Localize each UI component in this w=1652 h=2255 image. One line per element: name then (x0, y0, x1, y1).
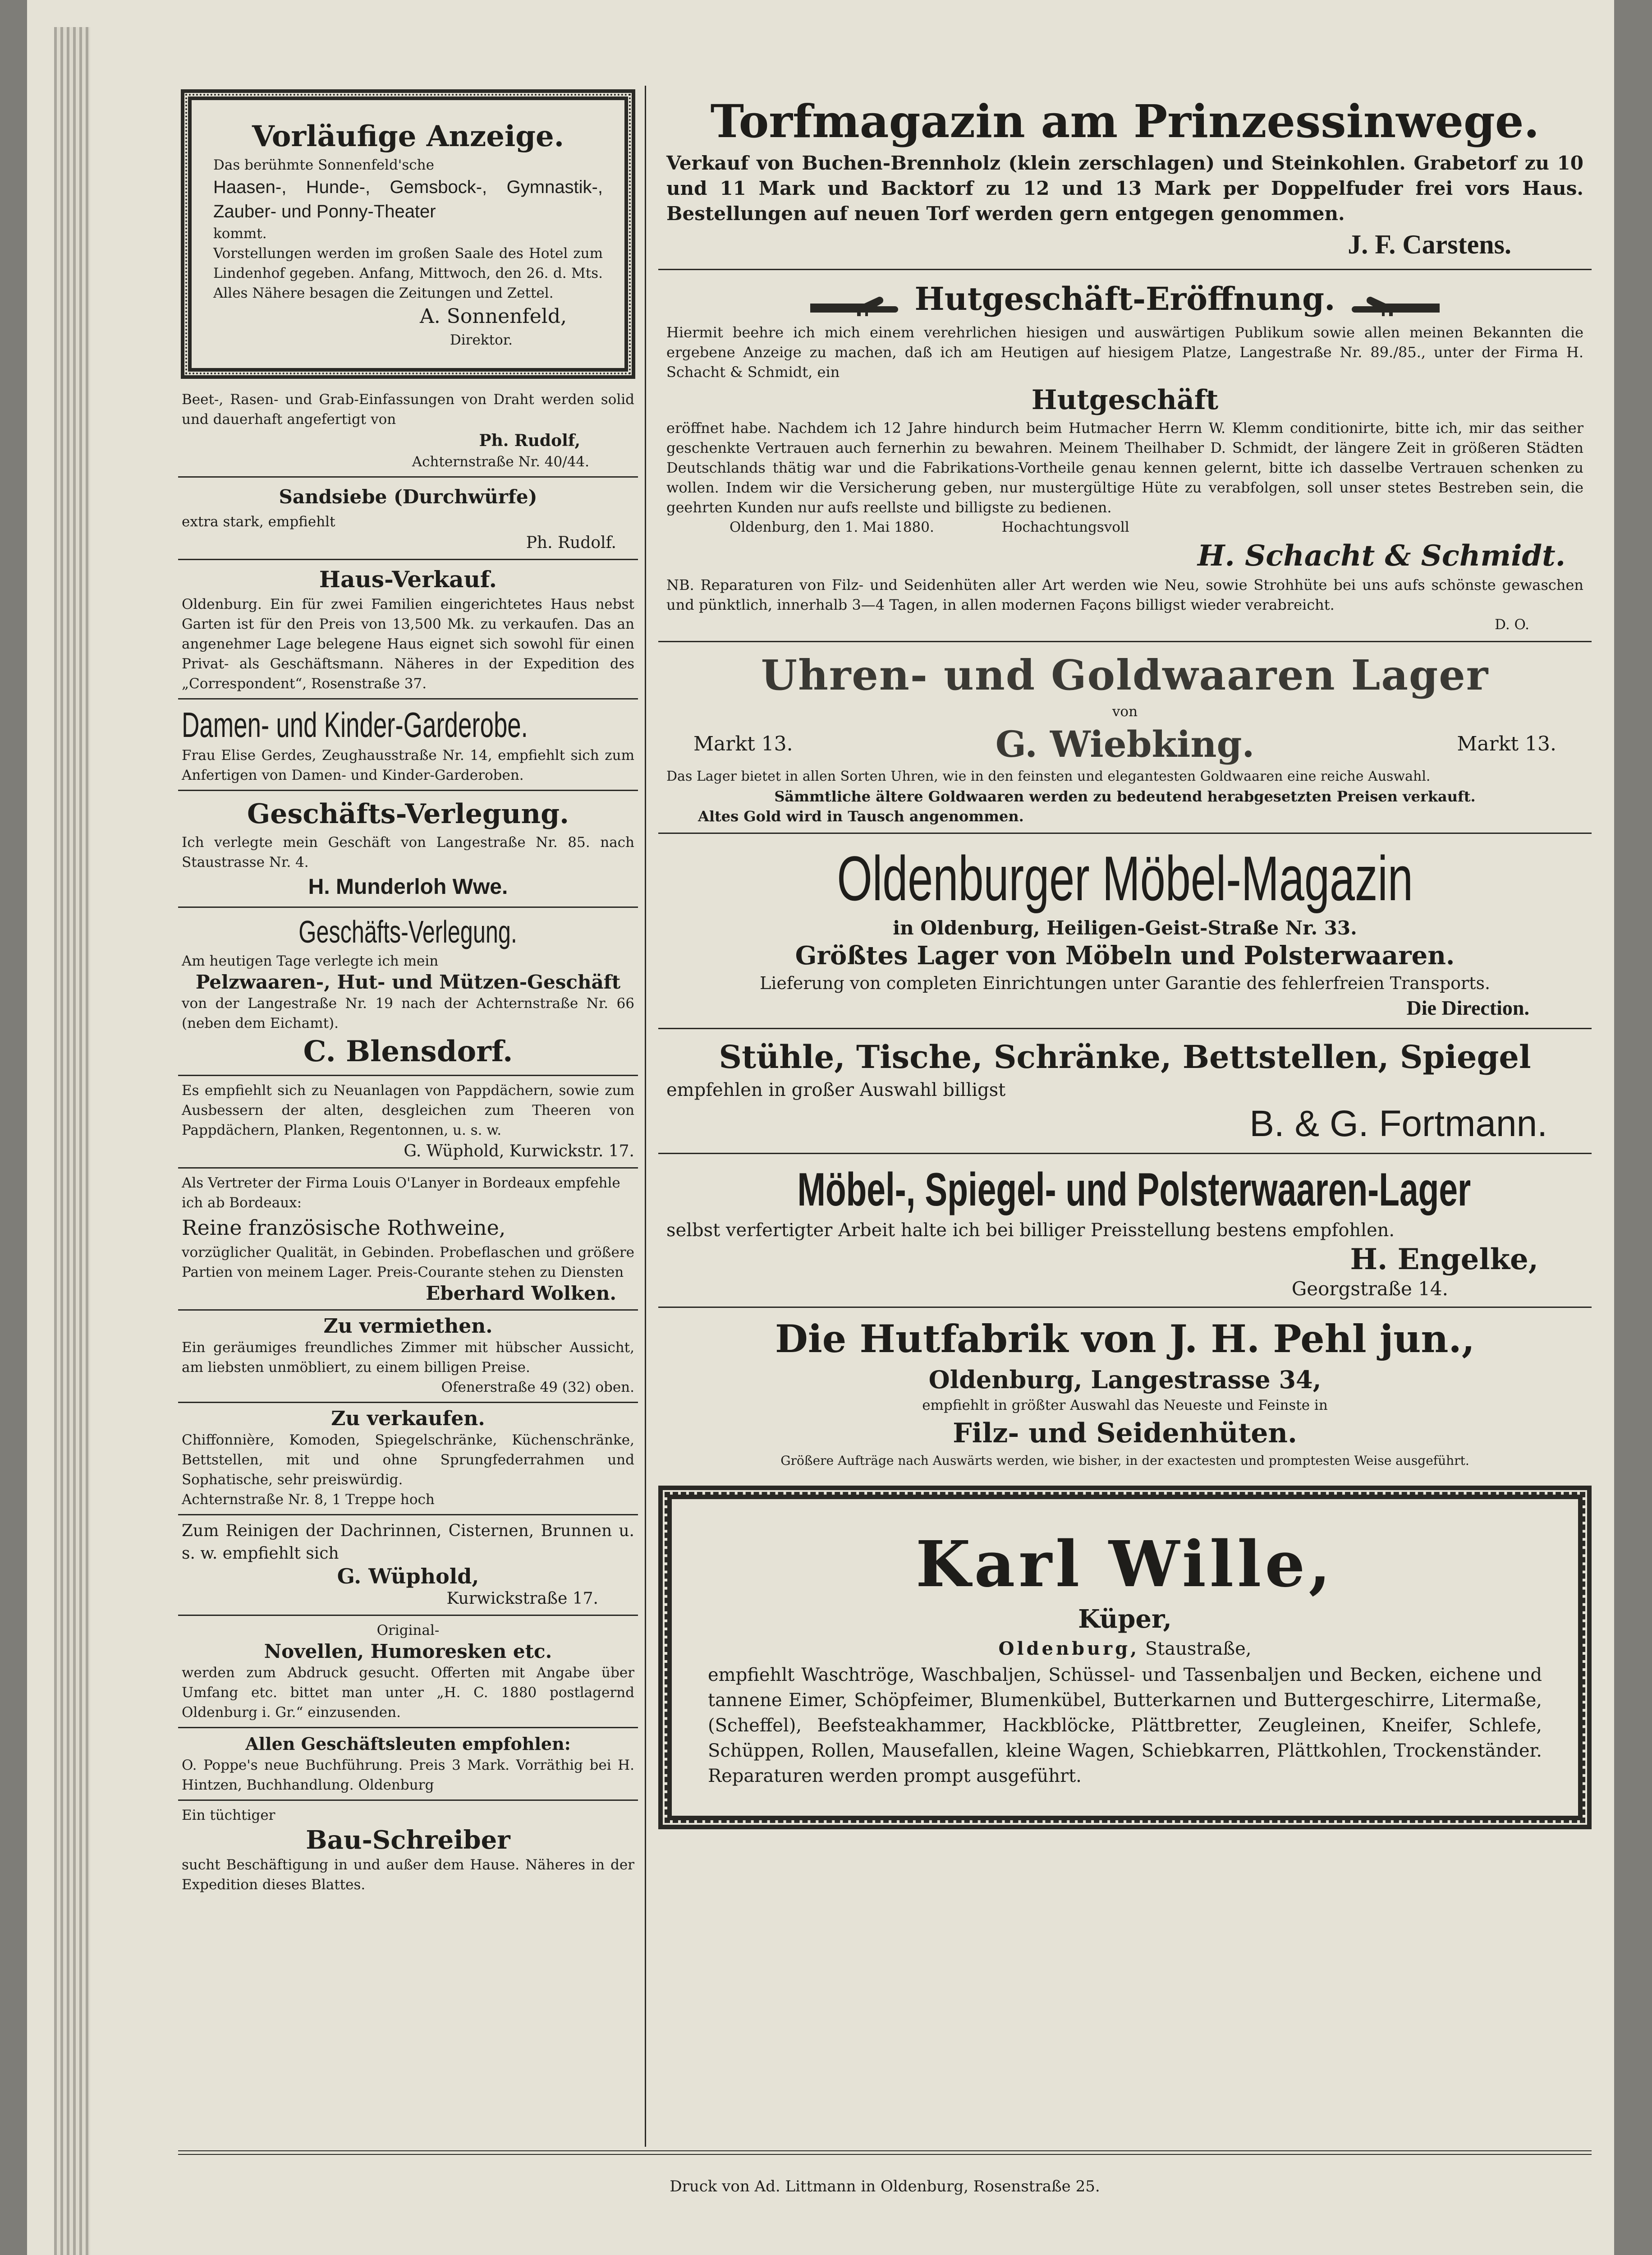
ad-body: extra stark, empfiehlt (182, 514, 335, 530)
ad-line: empfiehlt in größter Auswahl das Neueste und Feinste in (922, 1397, 1328, 1413)
ad-title: Hutgeschäft-Eröffnung. (914, 280, 1335, 318)
ad-gerdes (178, 700, 638, 791)
ad-line: Haasen-, Hunde-, Gemsbock-, Gymnastik-, Zauber- und Ponny-Theater (213, 177, 603, 221)
ad-carstens (658, 86, 1592, 270)
ad-title: Bau-Schreiber (306, 1825, 510, 1855)
ad-line: Altes Gold wird in Tausch angenommen. (698, 807, 1024, 825)
ad-body: werden zum Abdruck gesucht. Offerten mit Angabe über Umfang etc. bittet man unter „H. C. 1880 postlagernd Oldenburg i. Gr.“ einzusenden. (182, 1665, 634, 1721)
ad-line: Das berühmte Sonnenfeld'sche (213, 157, 434, 173)
ad-body: von der Langestraße Nr. 19 nach der Achternstraße Nr. 66 (neben dem Eichamt). (182, 995, 634, 1031)
ad-line: Größtes Lager von Möbeln und Polsterwaaren. (795, 940, 1455, 971)
ad-verkaufen (178, 1403, 638, 1515)
ad-wiebking-row (666, 722, 1583, 767)
ad-line: Lieferung von completen Einrichtungen unter Garantie des fehlerfreien Transports. (759, 973, 1491, 993)
ad-rudolf-draht (178, 385, 638, 478)
ad-pehl (658, 1308, 1592, 1477)
ad-title: Sandsiebe (Durchwürfe) (279, 486, 537, 508)
ad-body: eröffnet habe. Nachdem ich 12 Jahre hindurch beim Hutmacher Herrn W. Klemm conditionirte, bitte ich, mir das seither geschenkte Vertrauen auch fernerhin zu bewahren. Meinem Theilhaber D. Schmidt, der längere Zeit in größeren Städten Deutschlands thätig war und die Fabrikations-Vortheile genau kennen gelernt, bitte ich dasselbe Vertrauen schenken zu wollen. Indem wir die Versicherung geben, nur mustergültige Hüte zu verabfolgen, soll unser stetes Bestreben sein, die geehrten Kunden nur aufs reellste und billigste zu bedienen. (666, 419, 1583, 516)
ad-line: Als Vertreter der Firma Louis O'Lanyer in Bordeaux empfehle ich ab Bordeaux: (182, 1175, 620, 1211)
ad-line: Sämmtliche ältere Goldwaaren werden zu bedeutend herabgesetzten Preisen verkauft. (774, 787, 1476, 805)
binding-edge (54, 27, 90, 2255)
left-column (178, 86, 638, 1899)
ad-street: Staustraße, (1145, 1638, 1252, 1659)
ad-title-text: Damen- und Kinder-Garderobe. (182, 705, 528, 745)
pointing-hand-left-icon (1351, 294, 1441, 322)
ad-line: Das Lager bietet in allen Sorten Uhren, wie in den feinsten und elegantesten Goldwaaren eine reiche Auswahl. (666, 768, 1431, 784)
ad-line: Original- (376, 1622, 440, 1638)
ad-body: sucht Beschäftigung in und außer dem Hause. Näheres in der Expedition dieses Blattes. (182, 1857, 634, 1893)
ad-line: Filz- und Seidenhüten. (953, 1417, 1297, 1449)
ad-body: O. Poppe's neue Buchführung. Preis 3 Mark. Vorräthig bei H. Hintzen, Buchhandlung. Oldenburg (182, 1757, 634, 1793)
ad-signature: Ph. Rudolf. (526, 534, 616, 552)
ad-line: Am heutigen Tage verlegte ich mein (182, 953, 439, 969)
right-column (658, 86, 1592, 1834)
ad-title: Karl Wille, (915, 1527, 1335, 1602)
ad-body: Beet-, Rasen- und Grab-Einfassungen von Draht werden solid und dauerhaft angefertigt von (182, 391, 634, 428)
ad-signature: J. F. Carstens. (1348, 230, 1511, 259)
ad-line: Hiermit beehre ich mich einem verehrlichen hiesigen und auswärtigen Publikum sowie allen meinen Bekannten die ergebene Anzeige zu machen, daß ich am Heutigen auf hiesigem Platze, Langestraße Nr. 89./85., unter der Firma H. Schacht & Schmidt, ein (666, 323, 1583, 381)
ad-line: Größere Aufträge nach Auswärts werden, wie bisher, in der exactesten und promptesten Weise ausgeführt. (780, 1453, 1469, 1468)
ad-body: vorzüglicher Qualität, in Gebinden. Probeflaschen und größere Partien von meinem Lager. Preis-Courante stehen zu Diensten (182, 1244, 634, 1280)
ad-title: Geschäfts-Verlegung. (247, 798, 569, 830)
ad-body: empfiehlt Waschtröge, Waschbaljen, Schüssel- und Tassenbaljen und Becken, eichene und tannene Eimer, Schöpfeimer, Blumenkübel, Butterkarnen und Buttergeschirre, Litermaße, (Scheffel), Beefsteakhammer, Hackblöcke, Plättbretter, Zeugleinen, Kneifer, Schlefe, Schüppen, Rollen, Mausefallen, kleine Wagen, Schiebkarren, Plättkohlen, Trockenständer. Reparaturen werden prompt ausgeführt. (708, 1664, 1542, 1786)
ad-signature: Eberhard Wolken. (426, 1282, 616, 1304)
ad-title: Novellen, Humoresken etc. (264, 1640, 552, 1662)
ad-heading (666, 276, 1583, 322)
imprint: Druck von Ad. Littmann in Oldenburg, Rosenstraße 25. (670, 2177, 1100, 2195)
ad-role: Küper, (1078, 1604, 1172, 1634)
ad-sonnenfeld (181, 89, 635, 379)
ad-line: kommt. (213, 226, 267, 242)
ad-body: Zum Reinigen der Dachrinnen, Cisternen, Brunnen u. s. w. empfiehlt sich (182, 1522, 634, 1563)
ad-body: Chiffonnière, Komoden, Spiegelschränke, Küchenschränke, Bettstellen, mit und ohne Sprungfederrahmen und Sophatische, sehr preiswürdig. (182, 1432, 634, 1488)
ad-title: Die Hutfabrik von J. H. Pehl jun., (775, 1316, 1475, 1361)
ad-title: Zu vermiethen. (323, 1315, 493, 1338)
ad-address: Achternstraße Nr. 40/44. (412, 454, 589, 470)
ad-vermiethen (178, 1311, 638, 1403)
ad-signature: A. Sonnenfeld, (420, 305, 567, 328)
ad-signature: C. Blensdorf. (303, 1035, 513, 1068)
ad-wille (658, 1486, 1592, 1829)
ad-title: Torfmagazin am Prinzessinwege. (710, 95, 1540, 148)
ad-date: Oldenburg, den 1. Mai 1880. (730, 519, 934, 535)
ad-schacht (658, 270, 1592, 642)
ad-fortmann (658, 1029, 1592, 1154)
ad-address-right: Markt 13. (1457, 732, 1556, 755)
ad-note-signature: D. O. (1495, 616, 1529, 633)
ad-address: Ofenerstraße 49 (32) oben. (441, 1379, 634, 1395)
ad-signature: Die Direction. (1406, 996, 1529, 1019)
ad-title-text: Oldenburger Möbel-Magazin (837, 842, 1413, 914)
ad-wuephold-rinnen (178, 1515, 638, 1616)
ad-title: Stühle, Tische, Schränke, Bettstellen, Spiegel (719, 1038, 1531, 1076)
ad-rudolf-sandsiebe (178, 478, 638, 560)
ad-greeting: Hochachtungsvoll (1001, 519, 1129, 535)
ad-signature: G. Wüphold, (337, 1564, 479, 1588)
ad-title: Allen Geschäftsleuten empfohlen: (245, 1734, 571, 1754)
ad-moebelmagazin (658, 834, 1592, 1029)
ad-engelke (658, 1154, 1592, 1308)
ad-title (182, 912, 634, 951)
ad-address: Georgstraße 14. (1291, 1277, 1448, 1300)
ad-title (182, 704, 634, 746)
ad-body: Ich verlegte mein Geschäft von Langestraße Nr. 85. nach Staustrasse Nr. 4. (182, 834, 634, 870)
ad-signature: H. Engelke, (1350, 1242, 1538, 1276)
column-divider (645, 86, 646, 2147)
ad-body: Es empfiehlt sich zu Neuanlagen von Pappdächern, sowie zum Ausbessern der alten, desgleichen zum Theeren von Pappdächern, Planken, Regentonnen, u. s. w. (182, 1082, 634, 1138)
ad-title: Vorläufige Anzeige. (252, 120, 564, 153)
ad-line: empfehlen in großer Auswahl billigst (666, 1079, 1006, 1100)
ad-address: Achternstraße Nr. 8, 1 Treppe hoch (182, 1491, 435, 1508)
ad-body: Ein geräumiges freundliches Zimmer mit hübscher Aussicht, am liebsten unmöbliert, zu einem billigen Preise. (182, 1339, 634, 1376)
ad-title-text: Möbel-, Spiegel- und Polsterwaaren-Lager (797, 1163, 1471, 1216)
ad-line: Ein tüchtiger (182, 1807, 275, 1823)
ad-title: Zu verkaufen. (331, 1407, 485, 1430)
footer-rule (178, 2150, 1592, 2155)
ad-body: Oldenburg. Ein für zwei Familien eingerichtetes Haus nebst Garten ist für den Preis von 13,500 Mk. zu verkaufen. Das an angenehmer Lage belegene Haus eignet sich sowohl für einen Privat- als Geschäftsmann. Näheres in der Expedition des „Correspondent“, Rosenstraße 37. (182, 596, 634, 692)
ad-von: von (1112, 703, 1138, 720)
ad-blensdorf (178, 908, 638, 1076)
ad-note: NB. Reparaturen von Filz- und Seidenhüten aller Art werden wie Neu, sowie Strohhüte bei uns aufs schönste gewaschen und pünktlich, innerhalb 3—4 Tagen, in allen modernen Façons billigst wieder verabreicht. (666, 576, 1583, 613)
ad-wiebking (658, 642, 1592, 834)
ad-title-text: Geschäfts-Verlegung. (298, 914, 518, 949)
ad-hausverkauf (178, 560, 638, 700)
ad-bauschreiber (178, 1801, 638, 1899)
ad-title: Uhren- und Goldwaaren Lager (761, 650, 1489, 700)
ad-role: Direktor. (450, 332, 513, 348)
ad-body: Vorstellungen werden im großen Saale des Hotel zum Lindenhof gegeben. Anfang, Mittwoch, den 26. d. Mts. Alles Nähere besagen die Zeitungen und Zettel. (213, 245, 603, 301)
ad-wuephold-dach (178, 1076, 638, 1169)
ad-signature: G. Wüphold, Kurwickstr. 17. (404, 1142, 634, 1160)
ad-address: Kurwickstraße 17. (446, 1589, 598, 1608)
ad-body: Frau Elise Gerdes, Zeughausstraße Nr. 14, empfiehlt sich zum Anfertigen von Damen- und Kinder-Garderoben. (182, 747, 634, 783)
ad-munderloh (178, 791, 638, 908)
pointing-hand-right-icon (808, 294, 899, 322)
ad-city: Oldenburg, (998, 1638, 1140, 1659)
ad-date-line (666, 517, 1583, 537)
ad-line: Oldenburg, Langestrasse 34, (928, 1365, 1322, 1394)
ad-body: Verkauf von Buchen-Brennholz (klein zerschlagen) und Steinkohlen. Grabetorf zu 10 und 11 Mark und Backtorf zu 12 und 13 Mark per Doppelfuder frei vors Haus. Bestellungen auf neuen Torf werden gern entgegen genommen. (666, 152, 1583, 225)
ad-line: selbst verfertigter Arbeit halte ich bei billiger Preisstellung bestens empfohlen. (666, 1220, 1395, 1241)
ad-signature: H. Schacht & Schmidt. (1198, 538, 1565, 573)
ad-title: Haus-Verkauf. (319, 566, 497, 593)
ad-headline: Hutgeschäft (1031, 384, 1219, 416)
ad-signature: G. Wiebking. (995, 723, 1255, 765)
ad-signature: Ph. Rudolf, (479, 431, 580, 450)
ad-address-left: Markt 13. (693, 732, 793, 755)
ad-wolken (178, 1169, 638, 1311)
ad-signature: B. & G. Fortmann. (1249, 1103, 1547, 1144)
ad-signature: H. Munderloh Wwe. (308, 875, 508, 899)
ad-title (666, 840, 1583, 917)
ad-line: in Oldenburg, Heiligen-Geist-Straße Nr. 33. (893, 916, 1357, 939)
ad-location (708, 1635, 1542, 1662)
ad-line: Pelzwaaren-, Hut- und Mützen-Geschäft (195, 971, 621, 993)
ad-poppe (178, 1728, 638, 1801)
ad-line: Reine französische Rothweine, (182, 1215, 506, 1240)
ad-title (666, 1160, 1583, 1219)
ad-novellen (178, 1616, 638, 1728)
